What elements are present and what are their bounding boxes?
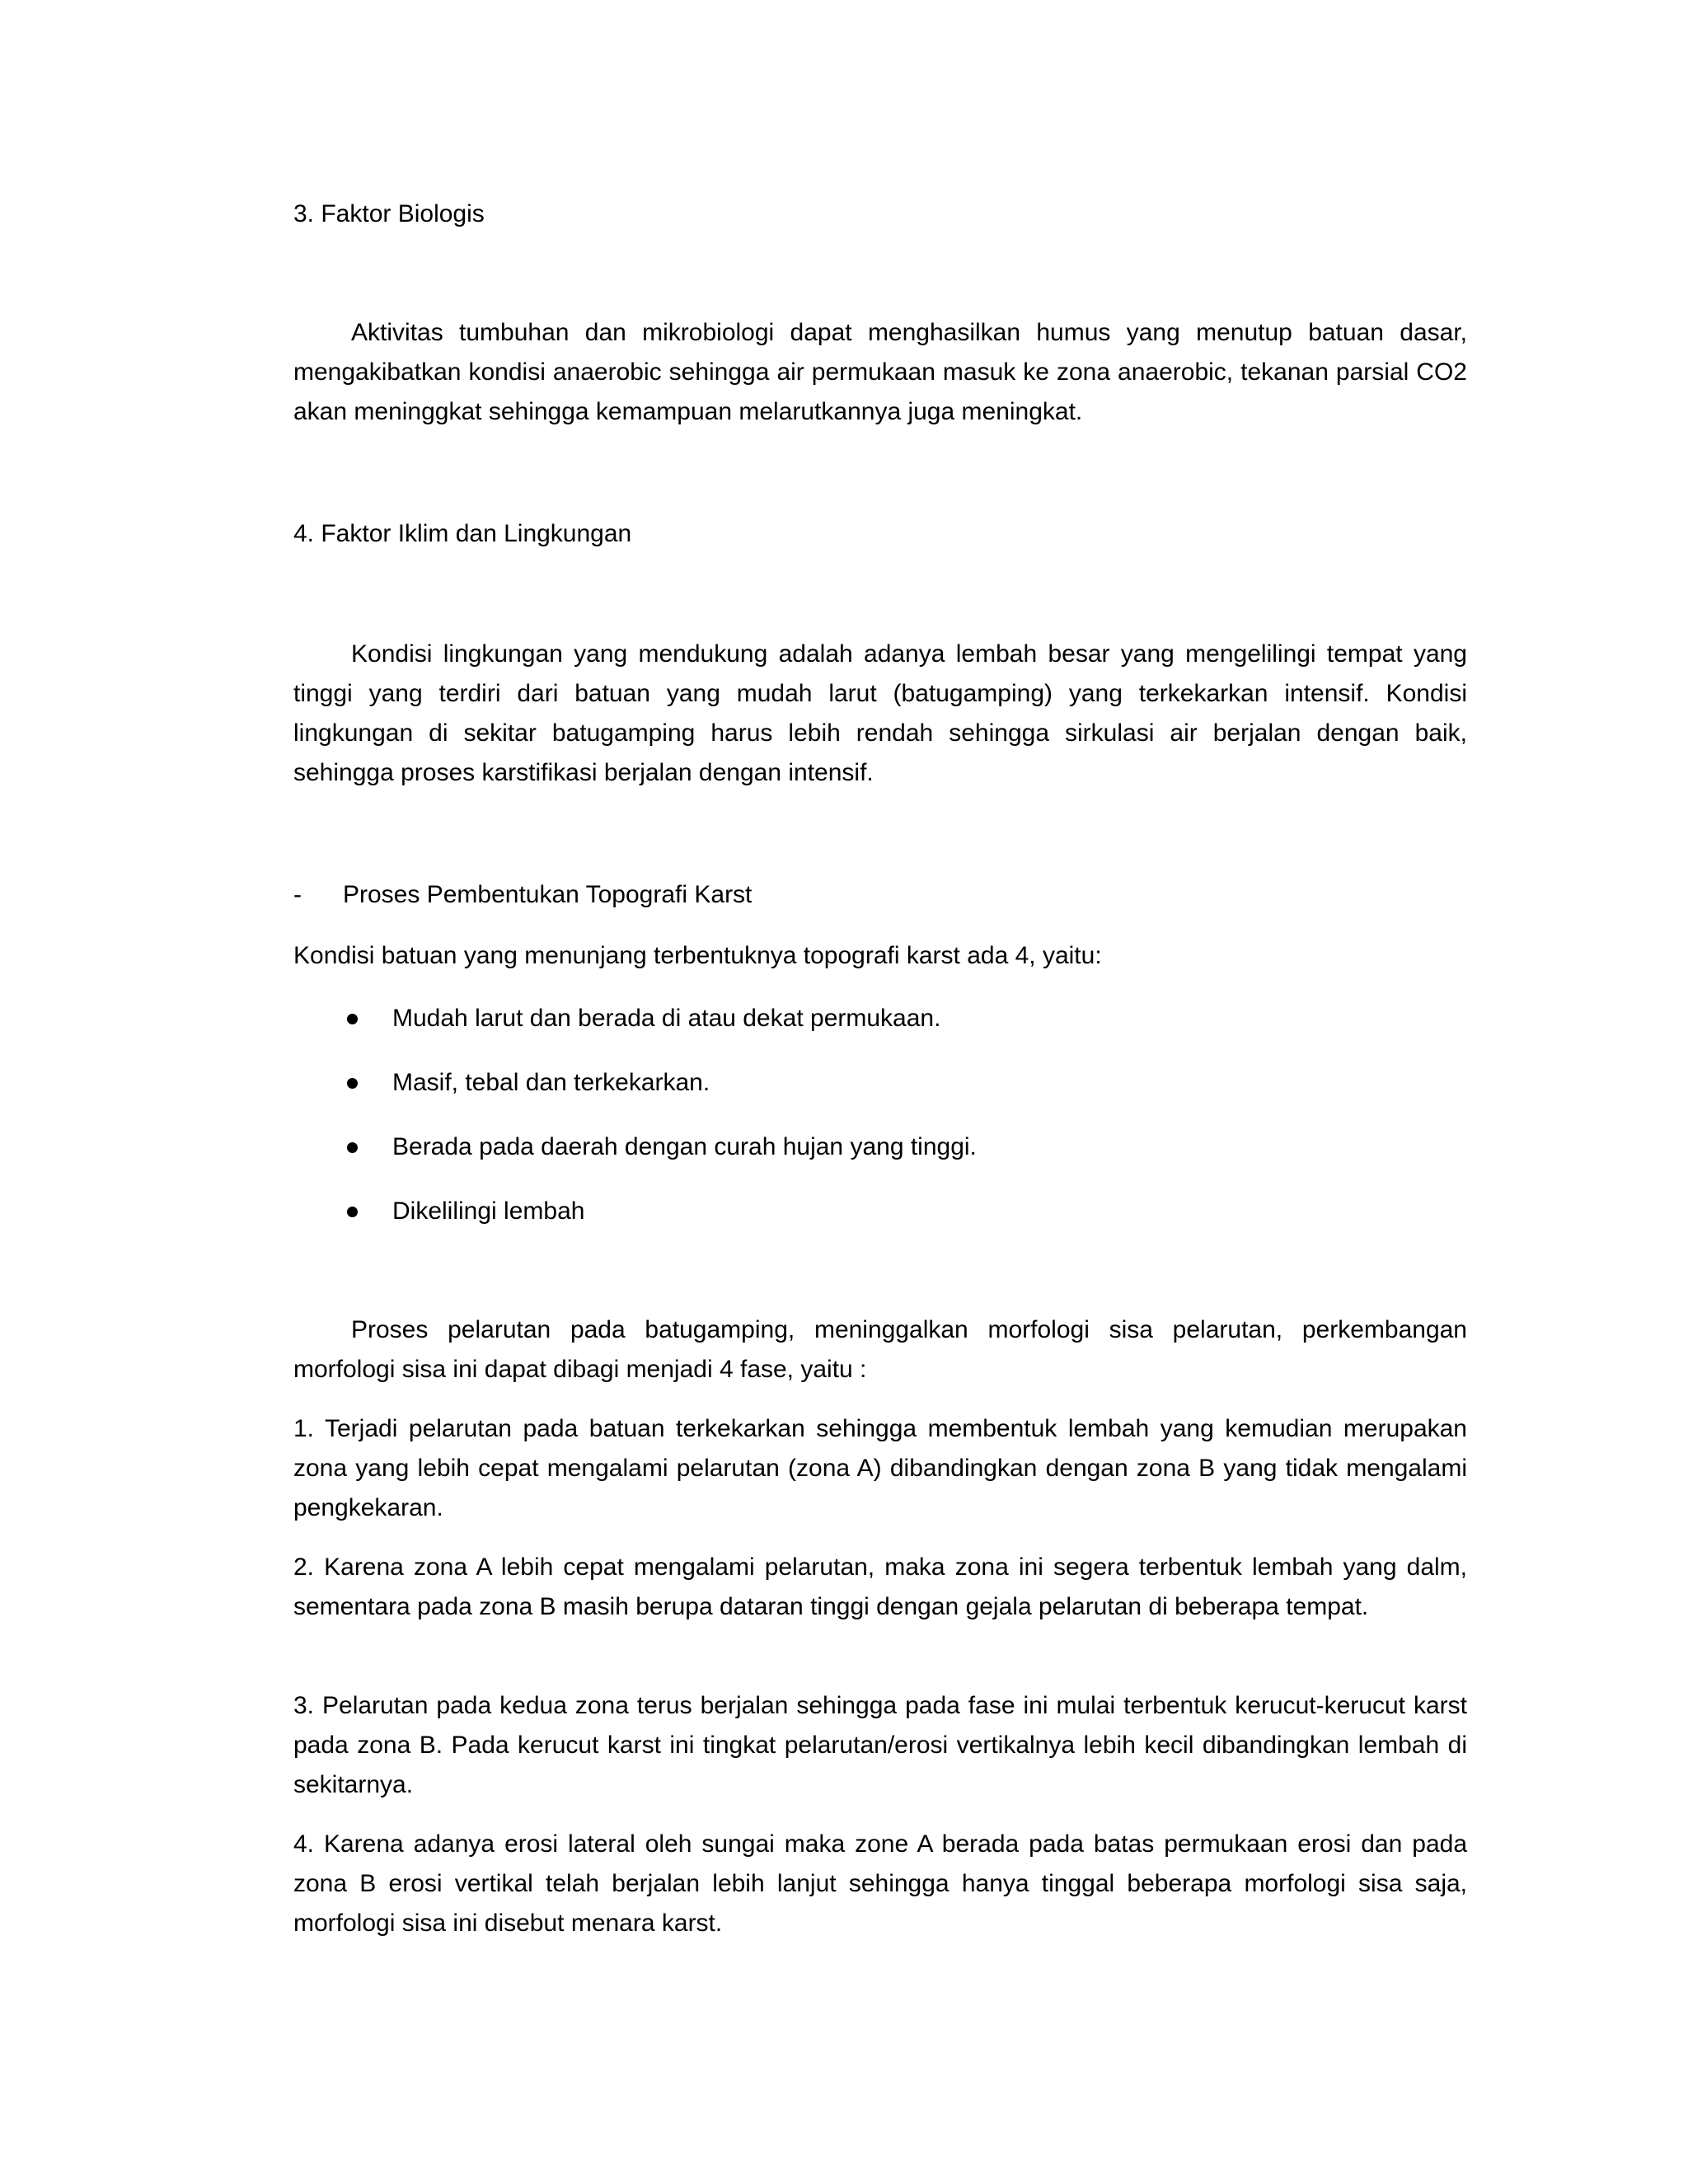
paragraph-faktor-biologis: Aktivitas tumbuhan dan mikrobiologi dapat menghasilkan humus yang menutup batuan dasar, mengakibatkan kondisi anaerobic sehingga air permukaan masuk ke zona anaerobic, tekanan parsial CO2 akan meninggkat sehingga kemampuan melarutkannya juga meningkat. (293, 319, 1467, 425)
heading-faktor-biologis: 3. Faktor Biologis (293, 200, 485, 227)
bullet-icon (347, 1207, 358, 1217)
paragraph-fase-2: 2. Karena zona A lebih cepat mengalami pelarutan, maka zona ini segera terbentuk lembah yang dalm, sementara pada zona B masih berupa dataran tinggi dengan gejala pelarutan di beberapa tempat. (293, 1554, 1467, 1620)
paragraph-fase-4: 4. Karena adanya erosi lateral oleh sungai maka zone A berada pada batas permukaan erosi dan pada zona B erosi vertikal telah berjalan lebih lanjut sehingga hanya tinggal beberapa morfologi sisa saja, morfologi sisa ini disebut menara karst. (293, 1830, 1467, 1937)
list-item-text: Masif, tebal dan terkekarkan. (392, 1069, 710, 1096)
paragraph-fase-3: 3. Pelarutan pada kedua zona terus berjalan sehingga pada fase ini mulai terbentuk kerucut-kerucut karst pada zona B. Pada kerucut karst ini tingkat pelarutan/erosi vertikalnya lebih kecil dibandingkan lembah di sekitarnya. (293, 1692, 1467, 1798)
paragraph-fase-intro: Proses pelarutan pada batugamping, meninggalkan morfologi sisa pelarutan, perkembangan morfologi sisa ini dapat dibagi menjadi 4 fase, yaitu : (293, 1316, 1467, 1383)
bullet-icon (347, 1078, 358, 1089)
heading-proses-pembentukan: Proses Pembentukan Topografi Karst (343, 881, 753, 908)
list-item-text: Mudah larut dan berada di atau dekat permukaan. (392, 1005, 941, 1032)
list-item (293, 999, 1467, 1063)
heading-faktor-iklim: 4. Faktor Iklim dan Lingkungan (293, 520, 632, 547)
list-item-text: Berada pada daerah dengan curah hujan yang tinggi. (392, 1133, 977, 1160)
list-item (293, 1127, 1467, 1192)
intro-kondisi-batuan: Kondisi batuan yang menunjang terbentuknya topografi karst ada 4, yaitu: (293, 942, 1102, 969)
dash-marker: - (293, 881, 302, 908)
list-item-text: Dikelilingi lembah (392, 1197, 585, 1225)
bullet-list-kondisi (293, 999, 1467, 1256)
paragraph-faktor-iklim: Kondisi lingkungan yang mendukung adalah adanya lembah besar yang mengelilingi tempat yang tinggi yang terdiri dari batuan yang mudah larut (batugamping) yang terkekarkan intensif. Kondisi lingkungan di sekitar batugamping harus lebih rendah sehingga sirkulasi air berjalan dengan baik, sehingga proses karstifikasi berjalan dengan intensif. (293, 640, 1467, 786)
list-item (293, 1192, 1467, 1256)
paragraph-fase-1: 1. Terjadi pelarutan pada batuan terkekarkan sehingga membentuk lembah yang kemudian merupakan zona yang lebih cepat mengalami pelarutan (zona A) dibandingkan dengan zona B yang tidak mengalami pengkekaran. (293, 1415, 1467, 1521)
bullet-icon (347, 1014, 358, 1024)
list-item (293, 1063, 1467, 1127)
bullet-icon (347, 1142, 358, 1153)
